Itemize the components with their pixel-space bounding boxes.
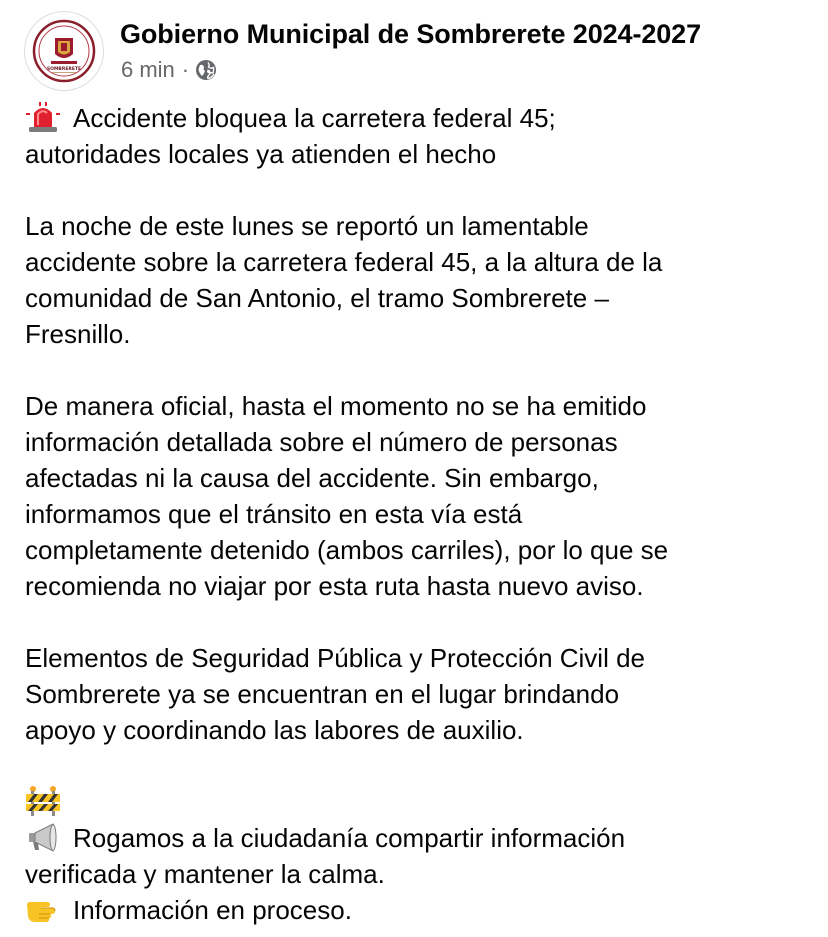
paragraph-gap (25, 604, 815, 640)
paragraph-gap (25, 352, 815, 388)
paragraph2-line: completamente detenido (ambos carriles), por lo que se (25, 535, 669, 565)
closing-line-2: verificada y mantener la calma. (25, 859, 385, 889)
paragraph1-line: accidente sobre la carretera federal 45, a la altura de la (25, 247, 663, 277)
closing-line-1: Rogamos a la ciudadanía compartir información (25, 820, 815, 856)
paragraph3-line: Elementos de Seguridad Pública y Protección Civil de (25, 643, 646, 673)
paragraph-gap (25, 172, 815, 208)
paragraph2-line: afectadas ni la causa del accidente. Sin embargo, (25, 463, 599, 493)
post-timestamp[interactable]: 6 min (121, 57, 175, 82)
post-header (24, 11, 814, 91)
headline-line-2: autoridades locales ya atienden el hecho (25, 139, 497, 169)
paragraph3-line: apoyo y coordinando las labores de auxilio. (25, 715, 524, 745)
globe-icon[interactable] (195, 59, 217, 81)
avatar-label: SOMBRERETE (46, 67, 82, 72)
page-avatar[interactable] (24, 11, 104, 91)
paragraph1-line: Fresnillo. (25, 319, 131, 349)
paragraph2-line: recomienda no viajar por esta ruta hasta nuevo aviso. (25, 571, 644, 601)
loudspeaker-emoji (25, 821, 61, 853)
paragraph2-line: información detallada sobre el número de personas (25, 427, 618, 457)
police-light-emoji (25, 101, 61, 133)
meta-separator: · (181, 57, 190, 82)
post-message (25, 100, 815, 928)
construction-barrier-emoji (25, 785, 61, 817)
paragraph1-line: La noche de este lunes se reportó un lamentable (25, 211, 589, 241)
paragraph1-line: comunidad de San Antonio, el tramo Sombrerete – (25, 283, 609, 313)
municipal-seal-icon (25, 12, 103, 90)
headline-line-1: Accidente bloquea la carretera federal 45; (25, 100, 815, 136)
barrier-line (25, 784, 815, 820)
paragraph3-line: Sombrerete ya se encuentran en el lugar brindando (25, 679, 620, 709)
paragraph-gap (25, 748, 815, 784)
post-meta (121, 56, 217, 84)
pointing-hand-emoji (25, 893, 61, 925)
paragraph2-line: De manera oficial, hasta el momento no se ha emitido (25, 391, 647, 421)
final-line: Información en proceso. (25, 892, 815, 928)
paragraph2-line: informamos que el tránsito en esta vía está (25, 499, 523, 529)
page-name-link[interactable]: Gobierno Municipal de Sombrerete 2024-2027 (120, 19, 701, 49)
